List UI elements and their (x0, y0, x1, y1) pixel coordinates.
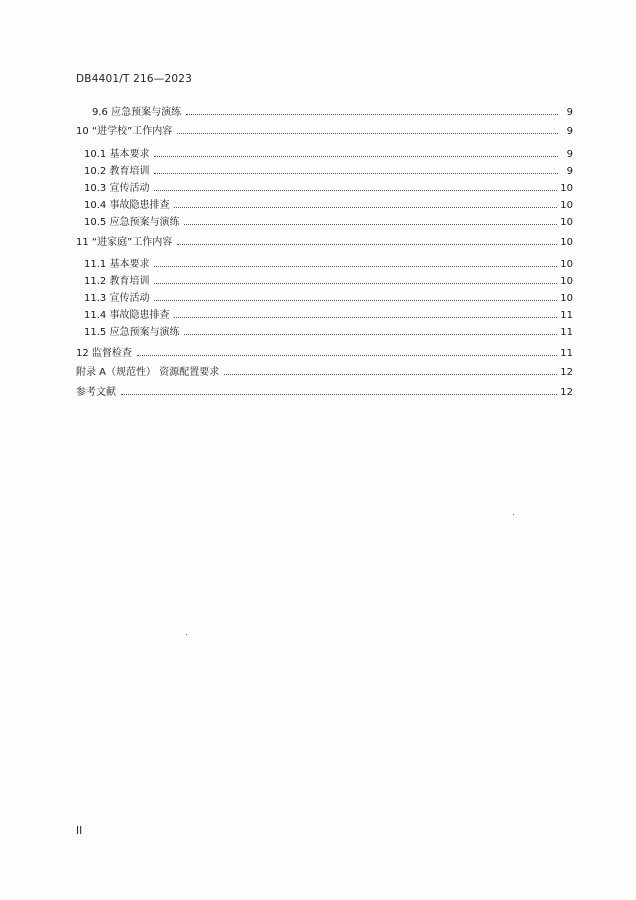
toc-entry-page: 10 (560, 217, 573, 228)
toc-entry (84, 291, 573, 305)
toc-entry-title: 10.1 基本要求 (84, 149, 150, 160)
toc-entry (76, 365, 573, 379)
toc-leader-dots (154, 181, 557, 191)
toc-entry (76, 124, 573, 138)
toc-leader-dots (137, 346, 557, 356)
scan-speck (513, 514, 514, 515)
toc-leader-dots (174, 198, 557, 208)
toc-entry-title: 11.2 教育培训 (84, 276, 150, 287)
toc-entry (84, 257, 573, 271)
toc-entry-page: 12 (560, 367, 573, 378)
toc-entry-page: 11 (560, 327, 573, 338)
toc-entry-page: 9 (566, 166, 573, 177)
toc-leader-dots (174, 308, 557, 318)
toc-entry-title: 10 “进学校”工作内容 (76, 126, 173, 137)
toc-entry-page: 10 (560, 259, 573, 270)
toc-entry-title: 参考文献 (76, 387, 116, 398)
toc-entry (84, 215, 573, 229)
toc-entry-title: 11.3 宣传活动 (84, 293, 150, 304)
toc-entry-page: 10 (560, 293, 573, 304)
toc-leader-dots (184, 215, 557, 225)
toc-leader-dots (184, 325, 557, 335)
toc-entry-page: 10 (560, 237, 573, 248)
toc-entry-page: 9 (566, 149, 573, 160)
toc-entry (92, 105, 573, 119)
toc-leader-dots (154, 291, 557, 301)
toc-entry-title: 11.4 事故隐患排查 (84, 310, 170, 321)
toc-entry (76, 235, 573, 249)
toc-entry (76, 346, 573, 360)
toc-entry-title: 10.4 事故隐患排查 (84, 200, 170, 211)
toc-entry (76, 385, 573, 399)
toc-entry-title: 10.3 宣传活动 (84, 183, 150, 194)
toc-entry-title: 11.5 应急预案与演练 (84, 327, 180, 338)
footer-page-number: II (76, 825, 83, 837)
toc-leader-dots (177, 124, 558, 134)
document-code: DB4401/T 216—2023 (76, 73, 192, 85)
toc-leader-dots (224, 365, 557, 375)
toc-entry-page: 10 (560, 276, 573, 287)
toc-leader-dots (154, 147, 558, 157)
toc-entry-page: 11 (560, 348, 573, 359)
toc-leader-dots (154, 274, 557, 284)
toc-leader-dots (154, 164, 558, 174)
toc-entry-title: 11 “进家庭”工作内容 (76, 237, 173, 248)
toc-entry (84, 164, 573, 178)
scan-speck (186, 634, 187, 635)
toc-entry-page: 9 (566, 126, 573, 137)
toc-entry-title: 10.2 教育培训 (84, 166, 150, 177)
toc-entry (84, 198, 573, 212)
toc-entry (84, 181, 573, 195)
toc-leader-dots (154, 257, 557, 267)
toc-entry-page: 10 (560, 183, 573, 194)
toc-entry-title: 11.1 基本要求 (84, 259, 150, 270)
toc-entry-page: 11 (560, 310, 573, 321)
toc-entry-title: 9.6 应急预案与演练 (92, 107, 182, 118)
toc-entry (84, 308, 573, 322)
toc-entry (84, 274, 573, 288)
toc-leader-dots (121, 385, 557, 395)
toc-entry-title: 10.5 应急预案与演练 (84, 217, 180, 228)
toc-leader-dots (177, 235, 557, 245)
toc-entry-title: 附录 A（规范性） 资源配置要求 (76, 367, 220, 378)
toc-entry-page: 10 (560, 200, 573, 211)
toc-entry-page: 9 (566, 107, 573, 118)
toc-entry (84, 325, 573, 339)
toc-entry-title: 12 监督检查 (76, 348, 132, 359)
toc-leader-dots (186, 105, 558, 115)
toc-entry-page: 12 (560, 387, 573, 398)
toc-entry (84, 147, 573, 161)
